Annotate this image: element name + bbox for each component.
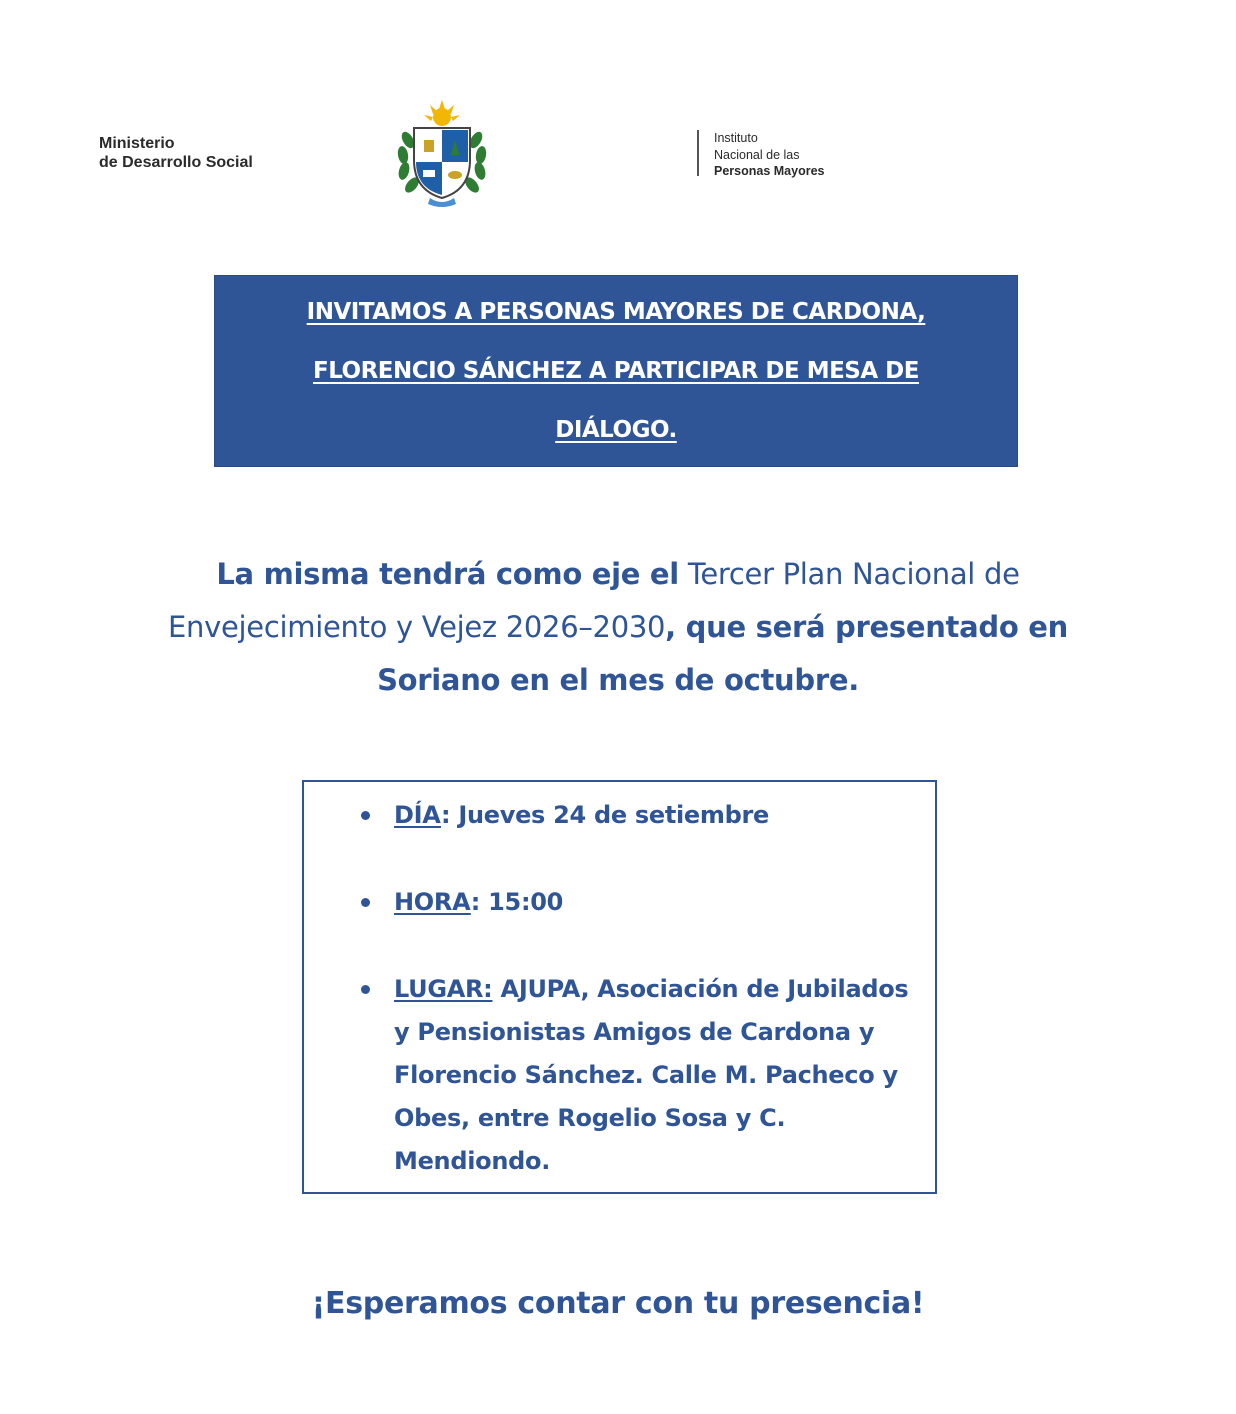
time-value: : 15:00 <box>470 888 564 916</box>
detail-place <box>359 968 919 1183</box>
header-divider <box>697 130 699 176</box>
place-value: AJUPA, Asociación de Jubilados y Pensionistas Amigos de Cardona y Florencio Sánchez. Calle M. Pacheco y Obes, entre Rogelio Sosa y C. Mendiondo. <box>394 975 909 1175</box>
event-details-box <box>302 780 937 1194</box>
ministry-line-2: de Desarrollo Social <box>99 154 253 171</box>
day-label: DÍA <box>394 801 441 829</box>
banner-text: INVITAMOS A PERSONAS MAYORES DE CARDONA, FLORENCIO SÁNCHEZ A PARTICIPAR DE MESA DE DIÁLOGO. <box>306 298 926 443</box>
institute-name <box>714 130 824 180</box>
intro-plan-name: Tercer Plan Nacional de Envejecimiento y Vejez 2026–2030 <box>168 557 1020 644</box>
invitation-banner <box>214 275 1018 467</box>
event-details-list <box>359 794 919 1227</box>
detail-day <box>359 794 919 837</box>
institute-line-1: Instituto <box>714 131 758 145</box>
detail-time <box>359 881 919 924</box>
closing-message: ¡Esperamos contar con tu presencia! <box>311 1286 925 1321</box>
ministry-name <box>99 134 253 172</box>
ministry-line-1: Ministerio <box>99 135 175 152</box>
intro-part-1: La misma tendrá como eje el <box>216 557 679 591</box>
time-label: HORA <box>394 888 471 916</box>
day-value: : Jueves 24 de setiembre <box>440 801 769 829</box>
uruguay-coat-of-arms-icon <box>396 100 488 208</box>
place-label: LUGAR: <box>394 975 493 1003</box>
institute-line-3: Personas Mayores <box>714 164 825 178</box>
institute-line-2: Nacional de las <box>714 147 800 162</box>
intro-paragraph <box>120 548 1116 707</box>
intro-part-3: , que será presentado en Soriano en el mes de octubre. <box>377 610 1068 697</box>
